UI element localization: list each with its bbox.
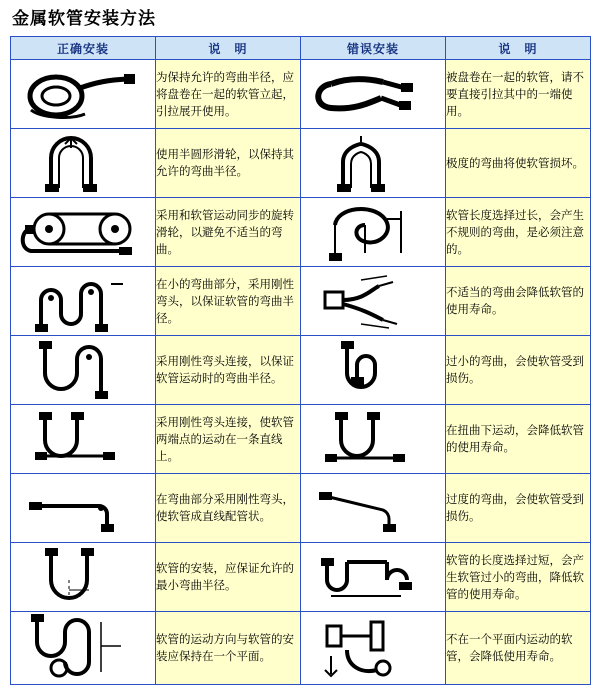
figure-wrong-too-small-bend-radius-u xyxy=(301,336,446,405)
figure-correct-hose-over-semicircular-guide xyxy=(11,129,156,198)
figure-correct-coiled-hose-standing-upright xyxy=(11,60,156,129)
table-row xyxy=(11,474,591,543)
hose-too-long-small-bend-icon xyxy=(301,546,445,608)
over-bending-at-elbow-icon xyxy=(301,480,445,536)
description-correct: 采用刚性弯头连接，使软管两端点的运动在一条直线上。 xyxy=(156,405,301,474)
column-header-correct-desc: 说 明 xyxy=(156,37,301,60)
hose-installed-min-bend-radius-icon xyxy=(11,546,155,608)
description-wrong: 不适当的弯曲会降低软管的使用寿命。 xyxy=(446,267,591,336)
table-row xyxy=(11,405,591,474)
rigid-elbow-at-small-bend-icon xyxy=(11,270,155,332)
hose-twisted-during-motion-icon xyxy=(301,408,445,470)
coiled-hose-standing-upright-icon xyxy=(11,64,155,124)
description-correct: 软管的运动方向与软管的安装应保持在一个平面。 xyxy=(156,612,301,685)
table-row xyxy=(11,336,591,405)
figure-correct-hose-installed-min-bend-radius xyxy=(11,543,156,612)
figure-correct-rigid-elbow-connection-u-bend xyxy=(11,336,156,405)
description-wrong: 在扭曲下运动，会降低软管的使用寿命。 xyxy=(446,405,591,474)
description-wrong: 软管的长度选择过短，会产生软管过小的弯曲，降低软管的使用寿命。 xyxy=(446,543,591,612)
description-correct: 使用半圆形滑轮，以保持其允许的弯曲半径。 xyxy=(156,129,301,198)
table-header-row xyxy=(11,37,591,60)
description-wrong: 软管长度选择过长，会产生不规则的弯曲，是必须注意的。 xyxy=(446,198,591,267)
figure-wrong-hose-bent-sharply-over-v-shape xyxy=(301,129,446,198)
description-wrong: 不在一个平面内运动的软管，会降低使用寿命。 xyxy=(446,612,591,685)
column-header-correct-install: 正确安装 xyxy=(11,37,156,60)
figure-wrong-hose-too-long-small-bend xyxy=(301,543,446,612)
hose-installation-table xyxy=(10,36,591,685)
hose-bent-sharply-over-v-shape-icon xyxy=(301,132,445,194)
figure-wrong-improper-bend-at-fitting xyxy=(301,267,446,336)
hose-over-semicircular-guide-icon xyxy=(11,132,155,194)
coiled-hose-pulled-from-one-end-icon xyxy=(301,64,445,124)
figure-wrong-coiled-hose-pulled-from-one-end xyxy=(301,60,446,129)
page-title: 金属软管安装方法 xyxy=(12,9,156,29)
table-row xyxy=(11,612,591,685)
hose-motion-out-of-plane-icon xyxy=(301,612,445,684)
rigid-elbow-straight-pipe-layout-icon xyxy=(11,480,155,536)
table-row xyxy=(11,129,591,198)
description-correct: 在弯曲部分采用刚性弯头，使软管成直线配管状。 xyxy=(156,474,301,543)
figure-correct-rigid-elbow-at-small-bend xyxy=(11,267,156,336)
too-small-bend-radius-u-icon xyxy=(301,339,445,401)
description-wrong: 过小的弯曲，会使软管受到损伤。 xyxy=(446,336,591,405)
description-correct: 软管的安装，应保证允许的最小弯曲半径。 xyxy=(156,543,301,612)
description-correct: 在小的弯曲部分，采用刚性弯头，以保证软管的弯曲半径。 xyxy=(156,267,301,336)
improper-bend-at-fitting-icon xyxy=(301,270,445,332)
description-wrong: 极度的弯曲将使软管损坏。 xyxy=(446,129,591,198)
rigid-elbow-both-ends-straight-line-icon xyxy=(11,408,155,470)
figure-correct-rigid-elbow-straight-pipe-layout xyxy=(11,474,156,543)
table-row xyxy=(11,543,591,612)
table-row xyxy=(11,198,591,267)
description-correct: 为保持允许的弯曲半径，应将盘卷在一起的软管立起，引拉展开使用。 xyxy=(156,60,301,129)
rigid-elbow-connection-u-bend-icon xyxy=(11,339,155,401)
hose-too-long-irregular-bend-icon xyxy=(301,201,445,263)
table-row xyxy=(11,60,591,129)
description-correct: 采用和软管运动同步的旋转滑轮，以避免不适当的弯曲。 xyxy=(156,198,301,267)
hose-motion-same-plane-as-install-icon xyxy=(11,612,155,684)
description-correct: 采用刚性弯头连接，以保证软管运动时的弯曲半径。 xyxy=(156,336,301,405)
column-header-wrong-install: 错误安装 xyxy=(301,37,446,60)
column-header-wrong-desc: 说 明 xyxy=(446,37,591,60)
description-wrong: 过度的弯曲，会使软管受到损伤。 xyxy=(446,474,591,543)
figure-wrong-hose-too-long-irregular-bend xyxy=(301,198,446,267)
figure-wrong-hose-motion-out-of-plane xyxy=(301,612,446,685)
figure-correct-hose-motion-same-plane-as-install xyxy=(11,612,156,685)
table-row xyxy=(11,267,591,336)
hose-with-rotating-pulley-chain-icon xyxy=(11,201,155,263)
figure-wrong-hose-twisted-during-motion xyxy=(301,405,446,474)
figure-wrong-over-bending-at-elbow xyxy=(301,474,446,543)
description-wrong: 被盘卷在一起的软管，请不要直接引拉其中的一端使用。 xyxy=(446,60,591,129)
figure-correct-hose-with-rotating-pulley-chain xyxy=(11,198,156,267)
figure-correct-rigid-elbow-both-ends-straight-line xyxy=(11,405,156,474)
